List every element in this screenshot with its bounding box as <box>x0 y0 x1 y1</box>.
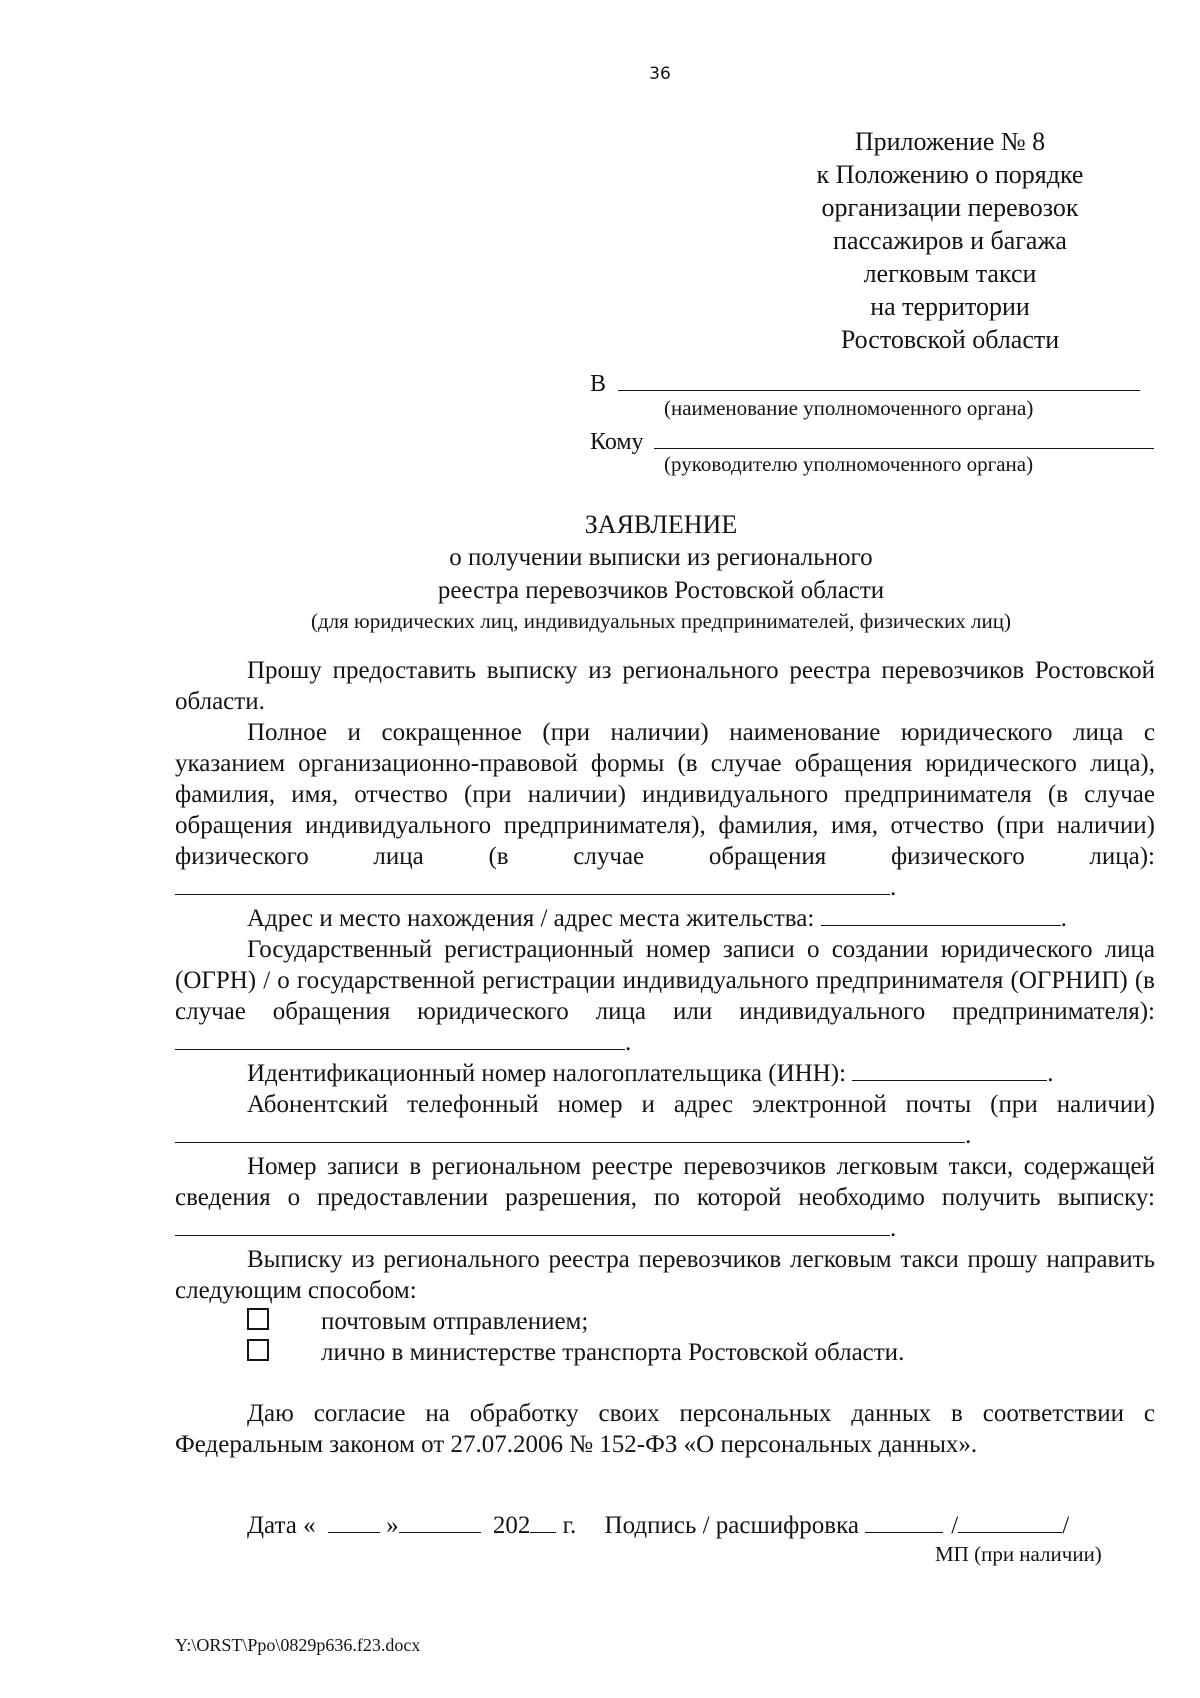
year-field[interactable] <box>530 1510 556 1533</box>
document-subtitle: реестра перевозчиков Ростовской области <box>437 577 885 604</box>
in-person-delivery-label: лично в министерстве транспорта Ростовской области. <box>321 1339 905 1366</box>
ogrn-field[interactable] <box>175 1027 625 1050</box>
stamp-note: МП (при наличии) <box>935 1542 1102 1566</box>
annex-line: к Положению о порядке <box>816 160 1084 189</box>
month-field[interactable] <box>399 1510 481 1533</box>
signature-decoding-field[interactable] <box>958 1510 1062 1533</box>
date-signature-row: Дата « » 202 г. Подпись / расшифровка / / <box>247 1512 1070 1539</box>
recipient-organ-label: В <box>590 371 607 397</box>
recipient-organ-field[interactable] <box>618 366 1140 391</box>
delivery-option-mail <box>175 1306 1155 1337</box>
inn-paragraph-text: Идентификационный номер налогоплательщика (ИНН): <box>247 1060 847 1087</box>
document-title-block <box>176 508 1146 635</box>
name-paragraph: Полное и сокращенное (при наличии) наименование юридического лица с указанием организационно-правовой формы (в случае обращения юридического лица), фамилия, имя, отчество (при наличии) индивидуального предпринимателя (в случае обращения индивидуального предпринимателя), фамилия, имя, отчество (при наличии) физического лица (в случае обращения физического лица): . <box>175 719 1155 901</box>
annex-line: пассажиров и багажа <box>833 226 1067 255</box>
mail-delivery-checkbox[interactable] <box>247 1308 269 1330</box>
request-paragraph: Прошу предоставить выписку из регионального реестра перевозчиков Ростовской области. <box>175 657 1155 715</box>
contacts-paragraph-text: Абонентский телефонный номер и адрес электронной почты (при наличии) <box>247 1091 1155 1118</box>
document-subtitle: о получении выписки из регионального <box>449 544 873 571</box>
date-label: Дата « <box>247 1512 316 1539</box>
inn-paragraph: Идентификационный номер налогоплательщика (ИНН): . <box>247 1060 1054 1087</box>
recipient-head-field[interactable] <box>654 424 1154 449</box>
ogrn-paragraph-text: Государственный регистрационный номер записи о создании юридического лица (ОГРН) / о государственной регистрации индивидуального предпринимателя (ОГРНИП) (в случае обращения юридического лица или индивидуального предпринимателя): <box>175 936 1155 1025</box>
delivery-option-in-person <box>175 1337 1155 1368</box>
inn-field[interactable] <box>852 1058 1047 1081</box>
recipient-organ-note: (наименование уполномоченного органа) <box>664 396 1034 420</box>
annex-line: Приложение № 8 <box>854 127 1046 156</box>
year-suffix: г. <box>562 1512 577 1539</box>
contacts-paragraph: Абонентский телефонный номер и адрес электронной почты (при наличии) . <box>175 1089 1155 1151</box>
mail-delivery-label: почтовым отправлением; <box>321 1308 589 1335</box>
delivery-method-paragraph: Выписку из регионального реестра перевозчиков легковым такси прошу направить следующим способом: <box>175 1246 1155 1304</box>
record-number-field[interactable] <box>175 1213 890 1236</box>
file-path-footer: Y:\ORST\Ppo\0829p636.f23.docx <box>175 1635 421 1655</box>
recipient-head-note: (руководителю уполномоченного органа) <box>664 452 1034 476</box>
name-paragraph-text: Полное и сокращенное (при наличии) наименование юридического лица с указанием организационно-правовой формы (в случае обращения юридического лица), фамилия, имя, отчество (при наличии) индивидуального предпринимателя (в случае обращения индивидуального предпринимателя), фамилия, имя, отчество (при наличии) физического лица (в случае обращения физического лица): <box>175 719 1155 870</box>
record-number-paragraph-text: Номер записи в региональном реестре перевозчиков легковым такси, содержащей сведения о предоставлении разрешения, по которой необходимо получить выписку: <box>175 1153 1155 1211</box>
recipient-head-label: Кому <box>590 429 644 455</box>
consent-paragraph: Даю согласие на обработку своих персональных данных в соответствии с Федеральным законом от 27.07.2006 № 152-ФЗ «О персональных данных». <box>175 1400 1155 1458</box>
annex-line: на территории <box>870 292 1030 321</box>
record-number-paragraph: Номер записи в региональном реестре перевозчиков легковым такси, содержащей сведения о предоставлении разрешения, по которой необходимо получить выписку: . <box>175 1153 1155 1242</box>
annex-header <box>770 125 1130 356</box>
day-field[interactable] <box>328 1510 380 1533</box>
address-paragraph-text: Адрес и место нахождения / адрес места жительства: <box>247 905 815 932</box>
annex-line: Ростовской области <box>840 325 1060 354</box>
year-prefix: 202 <box>492 1512 531 1539</box>
address-paragraph: Адрес и место нахождения / адрес места жительства: . <box>247 905 1067 932</box>
application-body <box>175 655 1155 1460</box>
signature-field[interactable] <box>865 1510 943 1533</box>
document-title: ЗАЯВЛЕНИЕ <box>584 510 738 539</box>
annex-line: организации перевозок <box>821 193 1079 222</box>
ogrn-paragraph: Государственный регистрационный номер записи о создании юридического лица (ОГРН) / о государственной регистрации индивидуального предпринимателя (ОГРНИП) (в случае обращения юридического лица или индивидуального предпринимателя): . <box>175 936 1155 1056</box>
signature-label: Подпись / расшифровка <box>604 1512 859 1539</box>
applicant-types-note: (для юридических лиц, индивидуальных предпринимателей, физических лиц) <box>310 609 1012 633</box>
contacts-field[interactable] <box>175 1120 965 1143</box>
in-person-delivery-checkbox[interactable] <box>247 1339 269 1361</box>
applicant-name-field[interactable] <box>175 872 890 895</box>
page-number: 36 <box>649 64 671 84</box>
address-field[interactable] <box>821 903 1061 926</box>
recipient-organ-row <box>590 366 1140 398</box>
annex-line: легковым такси <box>863 259 1037 288</box>
